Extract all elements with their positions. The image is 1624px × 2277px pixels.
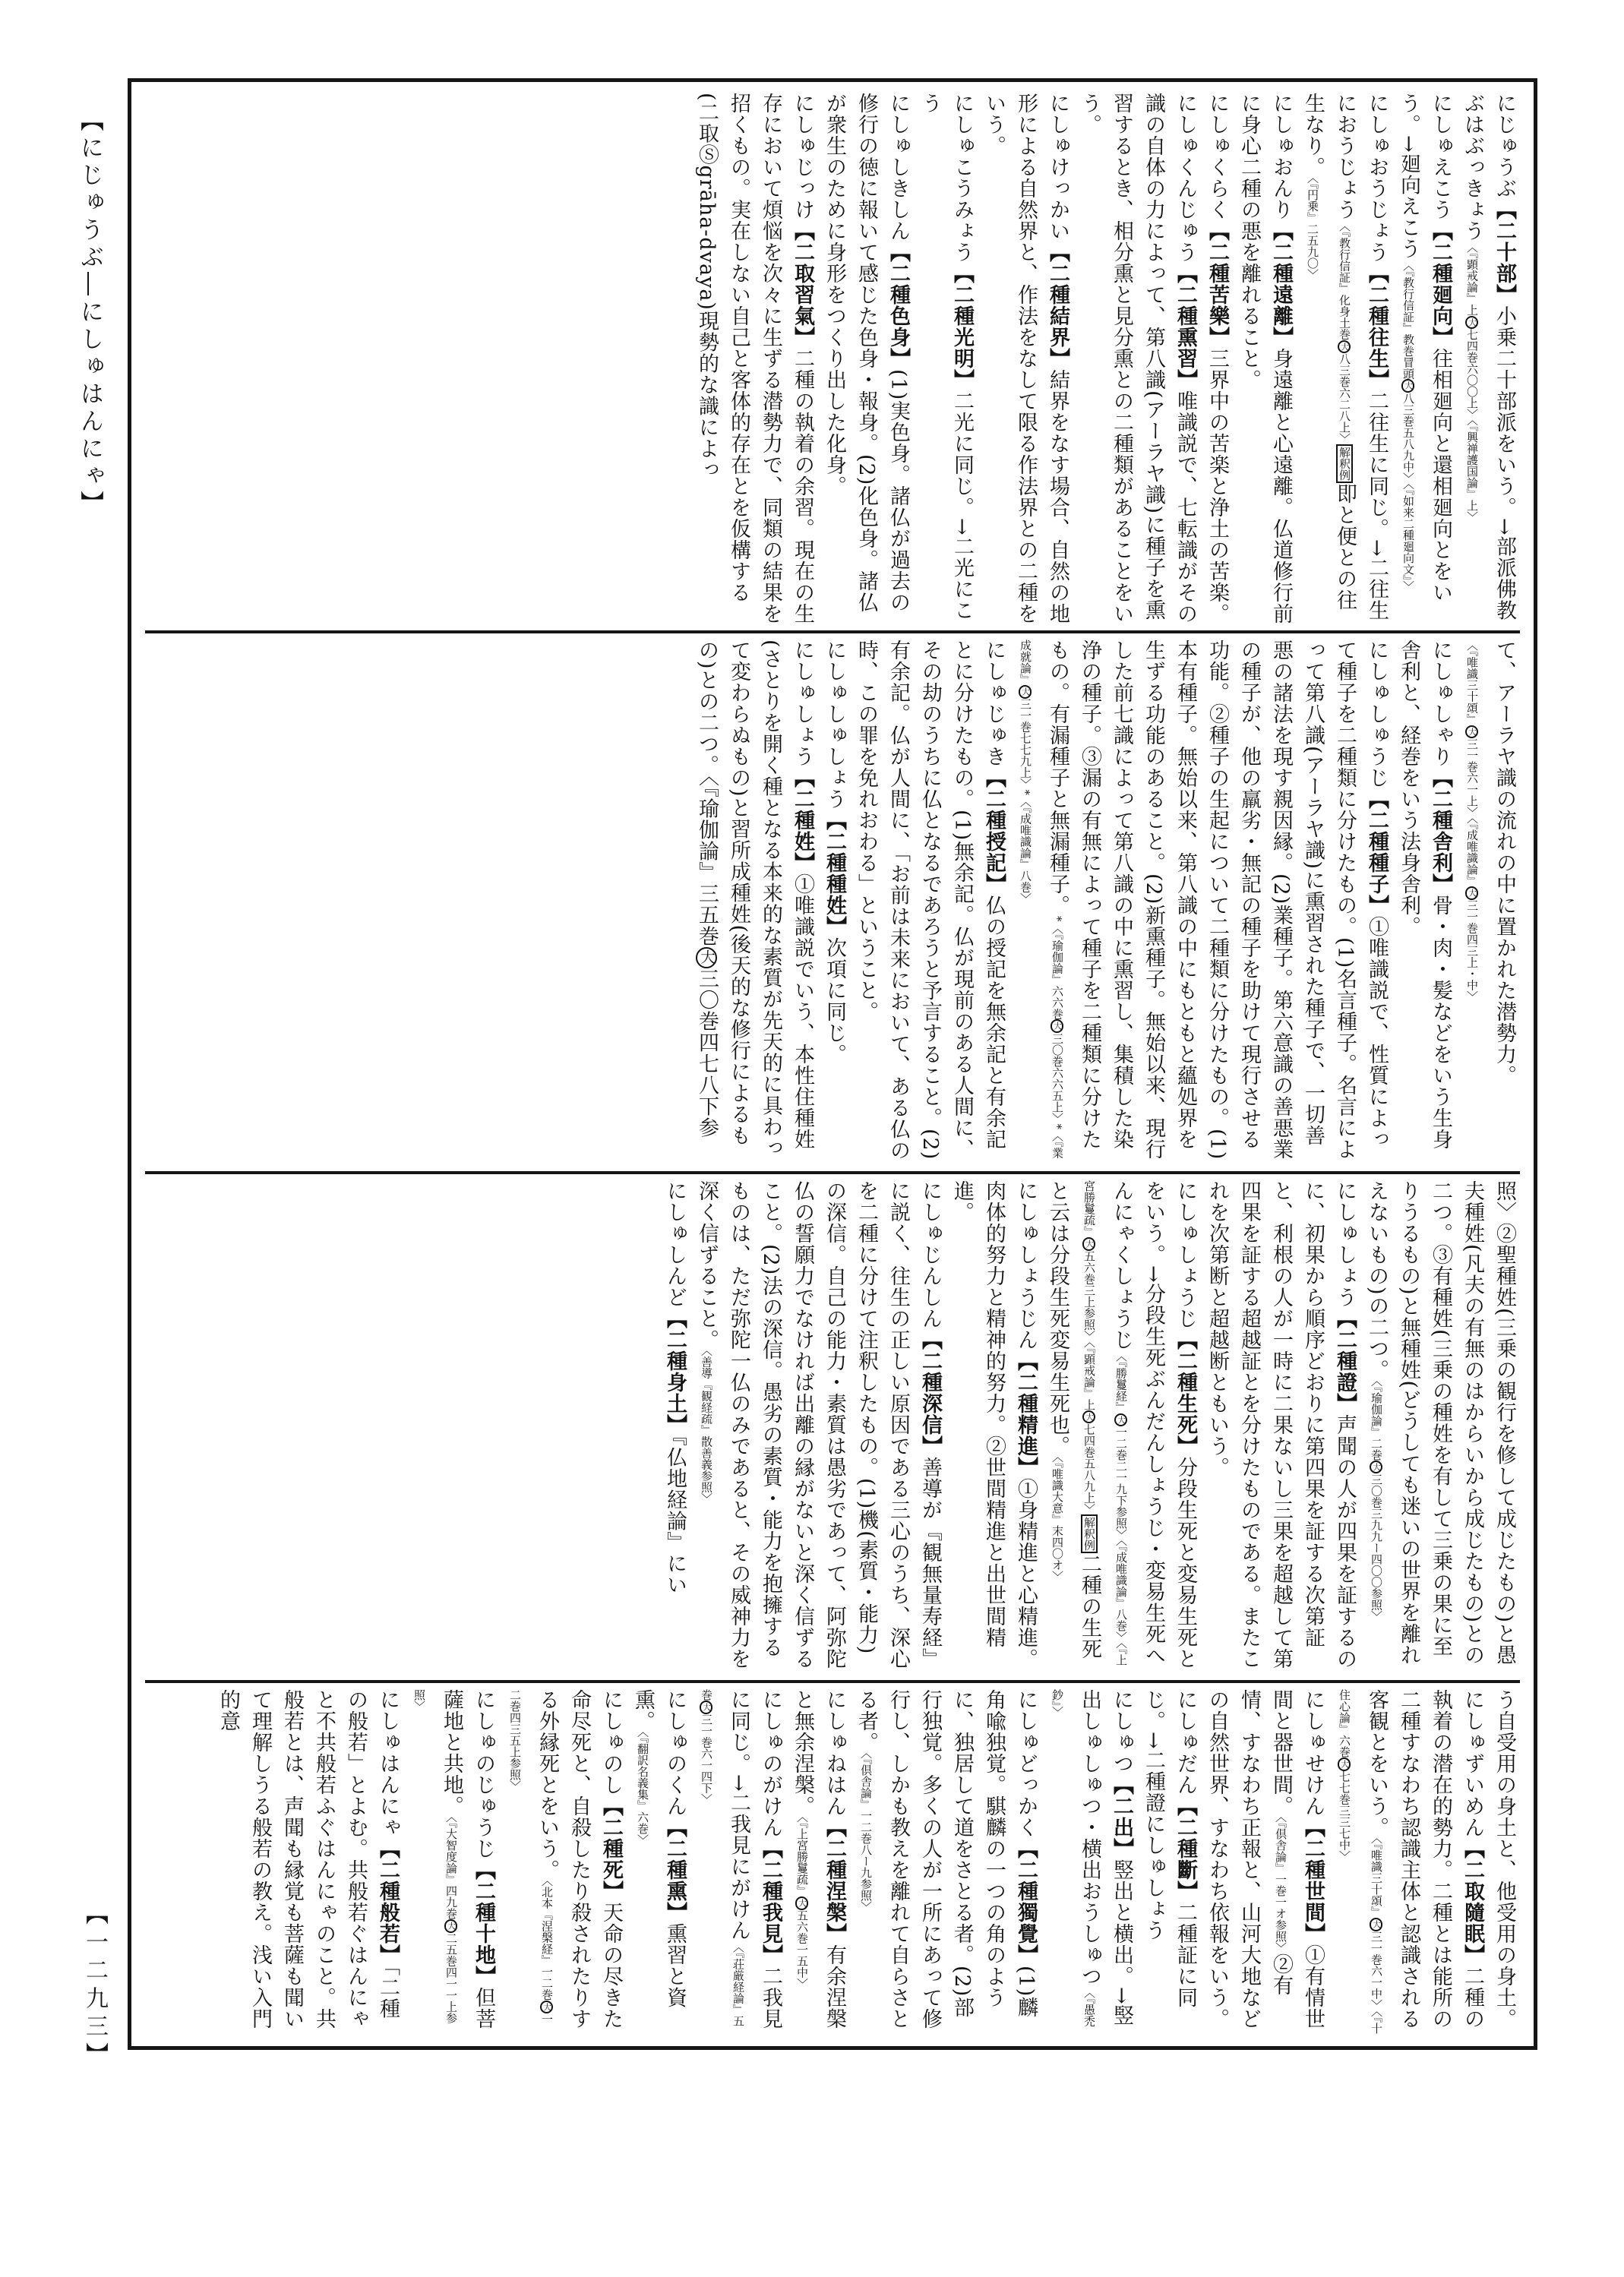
- taisho-canon-icon: 大: [1465, 725, 1479, 739]
- taisho-canon-icon: 大: [1370, 1918, 1383, 1931]
- entry-headword: 【二種涅槃】: [823, 1817, 846, 1944]
- dictionary-entry: [786, 1689, 850, 2035]
- citation: 〈『如来二種廻向文』〉: [1401, 483, 1415, 592]
- dictionary-entry: [1041, 1689, 1137, 2035]
- entry-headword: 【二種熏】: [663, 1817, 687, 1923]
- taisho-canon-icon: 大: [540, 2001, 554, 2014]
- entry-headword: 【二種身土】: [663, 1308, 687, 1435]
- entry-headword: 【二種斷】: [1174, 1795, 1197, 1902]
- dictionary-entry: [1201, 1689, 1329, 2035]
- citation: 〈『顕戒論』上大七四巻六〇〇上〉: [1465, 242, 1479, 420]
- entry-headword: 【二出】: [1110, 1774, 1133, 1859]
- dictionary-entry: [212, 1689, 403, 2035]
- dictionary-entry: [1456, 640, 1520, 1165]
- dictionary-entry: [1073, 93, 1201, 624]
- taisho-canon-icon: 大: [1338, 340, 1351, 354]
- entry-headword-kana: にじゅうぶ: [1493, 93, 1516, 199]
- entry-body: 但菩薩地と共地。〈『大智度論』四九巻大二五巻四一一上参照〉: [412, 1689, 495, 2029]
- citation: 〈『教行信証』化身土巻大八三巻六二八上〉: [1338, 220, 1351, 444]
- kaishakurei-label: 解釈例: [1336, 444, 1353, 483]
- entry-headword: 【二種世間】: [1301, 1817, 1325, 1944]
- taisho-canon-icon: 大: [1082, 1237, 1096, 1251]
- dictionary-entry: [499, 1689, 627, 2035]
- taisho-canon-icon: 大: [696, 947, 717, 968]
- taisho-canon-icon: 大: [444, 1919, 458, 1933]
- citation: 〈『翻訳名義集』六巻〉: [636, 1732, 649, 1846]
- entry-headword-kana: にしゅじっけ: [791, 93, 814, 220]
- dictionary-entry: [1233, 93, 1297, 624]
- citation: 〈善導『観経疏』散善義参照〉: [700, 1350, 713, 1505]
- entry-body: 声聞の人が四果を証するのに、初果から順序どおりに第四果を証する次第証と、利根の人が一時に二果ないし三果を超越して第四果を証する超越証とを分けたものである。またこれを次第断と超越断ともいう。: [1205, 1180, 1357, 1669]
- entry-headword: 【二種般若】: [376, 1838, 400, 1966]
- entry-headword: 【二種廻向】: [1429, 220, 1452, 348]
- entry-headword: 【二種十地】: [472, 1859, 495, 1987]
- dictionary-entry: [1488, 1689, 1520, 2035]
- entry-headword: 【二種授記】: [982, 767, 1006, 895]
- entry-body: ①唯識説で、性質によって種子を二種類に分けたもの。(1)名言種子。名言によって第八識(アーラヤ識)に熏習された種子で、一切善悪の諸法を現す親因縁。(2)業種子。第六意識の善悪業の種子が、他の羸劣・無記の種子を助けて現行させる功能。②種子の生起について二種類に分けたもの。(1)本有種子。無始以来、第八識の中にもともと蘊処界を生ずる功能のあること。(2)新熏種子。無始以来、現行した前七識によって第八識の中に熏習し、集積した染浄の種子。③漏の有無によって種子を二種類に分けたもの。有漏種子と無漏種子。*〈『瑜伽論』六六巻大三〇巻六六五上〉*〈『業成就論』大三一巻七七九上〉*〈『成唯識論』八巻〉: [1019, 640, 1389, 1161]
- entry-body: ①有情世間と器世間。〈『倶舎論』一巻一オ参照〉②有情、すなわち正報と、山河大地などの自然世界、すなわち依報をいう。: [1205, 1689, 1325, 2029]
- taisho-canon-icon: 大: [700, 1701, 713, 1714]
- entry-body: (1)実色身。諸仏が過去の修行の徳に報いて感じた色身・報身。(2)化色身。諸仏が衆生のために身形をつくり出した化身。: [823, 93, 910, 614]
- entry-body: 骨・肉・髪などをいう生身舎利と、経巻をいう法身舎利。: [1397, 640, 1452, 1150]
- dictionary-entry: [690, 1689, 786, 2035]
- entry-headword: 【二種熏習】: [1174, 263, 1197, 390]
- entry-body: て、アーラヤ識の流れの中に置かれた潜勢力。〈『唯識三十頌』大三一巻六一上〉〈『成唯識論』大三一巻四三上・中〉: [1465, 640, 1516, 1086]
- entry-headword-kana: にしゅせけん: [1301, 1689, 1325, 1817]
- entry-headword-kana: にしゅのじゅうじ: [472, 1689, 495, 1859]
- entry-body: 熏習と資熏。〈『翻訳名義集』六巻〉: [631, 1689, 687, 2008]
- entry-body: 二往生に同じ。→二往生におうじょう〈『教行信証』化身土巻大八三巻六二八上〉解釈例即と便との往生なり。〈『円乗』二五九〇〉: [1301, 93, 1389, 621]
- citation: 〈『唯識三十頌』大三一巻六一中〉: [1370, 1838, 1383, 2011]
- entry-headword-kana: にしゅしんど: [663, 1180, 687, 1308]
- taisho-canon-icon: 大: [1401, 379, 1415, 393]
- entry-headword: 【二種往生】: [1365, 263, 1389, 390]
- entry-headword: 【二種苦樂】: [1205, 220, 1229, 348]
- entry-headword-kana: にしゅおうじょう: [1365, 93, 1389, 263]
- entry-body: 三界中の苦楽と浄土の苦楽。: [1205, 348, 1229, 624]
- citation: 〈『円乗』二五九〇〉: [1306, 178, 1319, 280]
- citation: 〈『愚禿鈔』〉: [1051, 1689, 1096, 2027]
- entry-headword: 【二種獨覺】: [1014, 1838, 1038, 1966]
- dictionary-entry: [1360, 1180, 1520, 1674]
- entry-headword: 【二種結界】: [1046, 242, 1070, 369]
- entry-headword: 【二種光明】: [950, 263, 974, 390]
- entry-body: 天命の尽きた命尽死と、自殺したり殺されたりする外縁死とをいう。〈北本『涅槃経』一二巻大一二巻四三五上参照〉: [508, 1689, 623, 2029]
- entry-body: う自受用の身土と、他受用の身土。: [1493, 1689, 1516, 2029]
- entry-headword-kana: にしゅこうみょう: [950, 93, 974, 263]
- dictionary-entry: [850, 1689, 1041, 2035]
- citation: 〈『唯識大意』末四〇オ〉: [1051, 1457, 1064, 1582]
- dictionary-entry: [850, 640, 1009, 1165]
- dictionary-entry: [690, 640, 818, 1165]
- entry-headword: 【二種姓】: [791, 767, 814, 873]
- entry-body: (1)麟角喩独覚。騏麟の一つの角のように、独居して道をさとる者。(2)部行独覚。多くの人が一所にあって修行し、しかも教えを離れて自らさとる者。〈『倶舎論』一二巻八ー九参照〉: [855, 1689, 1038, 2029]
- dictionary-entry: [403, 1689, 499, 2035]
- dictionary-entry: [1009, 640, 1392, 1165]
- citation: 〈『教行信証』教巻冒頭大八三巻五八九中〉: [1401, 259, 1415, 484]
- taisho-canon-icon: 大: [1370, 1461, 1383, 1474]
- entry-headword-kana: にしゅしょうじん: [1014, 1180, 1038, 1350]
- entry-headword-kana: にしゅしょう: [791, 640, 814, 767]
- entry-headword-kana: にしゅしょう: [1333, 1180, 1357, 1308]
- entry-headword-kana: にしゅつ: [1110, 1689, 1133, 1774]
- entry-headword-kana: にしゅくらく: [1205, 93, 1229, 220]
- entry-headword-kana: にしゅしゃり: [1429, 640, 1452, 767]
- dictionary-entry: [1041, 1180, 1201, 1674]
- entry-headword: 【二種死】: [599, 1795, 623, 1902]
- text-band-1: [145, 93, 1520, 624]
- entry-headword-kana: にしゅえこう: [1429, 93, 1452, 220]
- entry-body: 分段生死と変易生死とをいう。→分段生死ぶんだんしょうじ・変易生死へんにゃくしょうじ〈『勝鬘経』大一二巻二一九下参照〉〈『成唯識論』八巻〉〈『上宮勝鬘疏』大五六巻三上参照〉〈『顕戒論』上大七四巻五八九上〉解釈例二種の生死と云は分段生死変易生死也。〈『唯識大意』末四〇オ〉: [1046, 1180, 1197, 1669]
- dictionary-entry: [818, 640, 850, 1165]
- dictionary-entry: [1137, 1689, 1201, 2035]
- citation: 〈北本『涅槃経』一二巻大一二巻四三五上参照〉: [508, 1689, 554, 2025]
- citation: 〈『倶舎論』一巻一オ参照〉: [1274, 1817, 1288, 1953]
- entry-headword-kana: にしゅじゅき: [982, 640, 1006, 767]
- dictionary-entry: [818, 93, 914, 624]
- entry-headword: 【二取隨眠】: [1461, 1838, 1484, 1966]
- entry-headword-kana: にしゅどっかく: [1014, 1689, 1038, 1838]
- taisho-canon-icon: 大: [1465, 886, 1479, 900]
- taisho-canon-icon: 大: [1051, 1019, 1064, 1033]
- text-band-4: [145, 1689, 1520, 2035]
- entry-headword: 【二種證】: [1333, 1308, 1357, 1414]
- entry-body: 二種の執着の潜在的勢力。二種とは能所の二種すなわち認識主体と認識される客観とをいう。〈『唯識三十頌』大三一巻六一中〉〈『十住心論』六巻大七七巻三三七中〉: [1338, 1689, 1484, 2034]
- citation: 〈『十住心論』六巻大七七巻三三七中〉: [1338, 1689, 1383, 2034]
- running-head: 【にじゅうぶ―にしゅはんにゃ】: [76, 108, 103, 518]
- text-band-3: [145, 1180, 1520, 1674]
- entry-headword-kana: にしゅしきしん: [886, 93, 910, 242]
- citation: 〈『成唯識論』大三一巻四三上・中〉: [1465, 818, 1479, 1003]
- citation: 〈『唯識三十頌』大三一巻六一上〉: [1465, 640, 1479, 818]
- entry-headword: 【二十部】: [1493, 199, 1516, 305]
- entry-headword: 【二種色身】: [886, 242, 910, 369]
- entry-headword: 【二種舎利】: [1429, 767, 1452, 895]
- entry-body: 照〉②聖種姓(三乗の観行を修して成じたもの)と愚夫種姓(凡夫の有無のはからいから成じたもの)との二つ。③有種姓(三乗の種姓を有して三乗の果に至りうるもの)と無種姓(どうしても迷いの世界を離れえないもの)の二つ。〈『瑜伽論』二巻大三〇巻三九九ー四〇〇参照〉: [1365, 1180, 1516, 1666]
- entry-headword: 【二種種子】: [1365, 788, 1389, 916]
- dictionary-entry: [1392, 93, 1456, 624]
- entry-body: 二光に同じ。→二光にこう: [918, 93, 974, 621]
- entry-headword: 【二取習氣】: [791, 220, 814, 348]
- entry-body: 有余涅槃と無余涅槃。〈『上宮勝鬘疏』大五六巻一五中〉: [791, 1689, 846, 2029]
- entry-body: ①身精進と心精進。肉体的努力と精神的努力。②世間精進と出世間精進。: [950, 1180, 1038, 1669]
- taisho-canon-icon: 大: [1082, 1410, 1096, 1424]
- citation: 〈『瑜伽論』二巻大三〇巻三九九ー四〇〇参照〉: [1370, 1380, 1383, 1622]
- citation: 〈『業成就論』大三一巻七七九上〉: [1019, 640, 1064, 1159]
- citation: 〈『上宮勝鬘疏』大五六巻一五中〉: [795, 1817, 809, 1990]
- entry-body: 二種証に同じ。→二種證にしゅしょう: [1142, 1689, 1197, 2008]
- asterisk-marker: *: [1051, 916, 1064, 923]
- dictionary-entry: [914, 93, 978, 624]
- entry-headword-kana: にしゅしゅしょう: [823, 640, 846, 810]
- entry-body: 「二種の般若」とよむ。共般若ぐはんにゃと不共般若ふぐはんにゃのこと。共般若とは、声聞も縁覚も菩薩も聞いて理解しうる般若の教え。浅い入門的意: [216, 1689, 400, 2029]
- entry-body: 結界をなす場合、自然の地形による自然界と、作法をなして限る作法界との二種をいう。: [982, 93, 1070, 624]
- band-divider-rule: [145, 630, 1520, 633]
- entry-headword-kana: にしゅねはん: [823, 1689, 846, 1817]
- entry-body: 次項に同じ。: [823, 937, 846, 1065]
- entry-headword: 【二種深信】: [918, 1329, 942, 1457]
- entry-headword-kana: にしゅくんじゅう: [1174, 93, 1197, 263]
- citation: 〈『興禅護国論』上〉: [1465, 420, 1479, 523]
- page-frame: [128, 78, 1537, 2050]
- citation: 〈『顕戒論』上大七四巻五八九上〉: [1082, 1341, 1096, 1514]
- entry-headword-kana: にしゅだん: [1174, 1689, 1197, 1795]
- entry-body: 二我見に同じ。→二我見にがけん〈『荘厳経論』五巻大三一巻六一四下〉: [700, 1689, 782, 2029]
- taisho-canon-icon: 大: [1465, 316, 1479, 330]
- entry-body: 竪出と横出。→竪出しゅしゅつ・横出おうしゅつ〈『愚禿鈔』〉: [1051, 1689, 1133, 2027]
- dictionary-entry: [1297, 93, 1392, 624]
- citation: 〈『大智度論』四九巻大二五巻四一一上参照〉: [412, 1689, 458, 2024]
- taisho-canon-icon: 大: [1338, 1757, 1351, 1771]
- taisho-canon-icon: 大: [1019, 685, 1032, 699]
- entry-headword: 【二種生死】: [1174, 1329, 1197, 1457]
- entry-body: 善導が『観無量寿経』に説く、往生の正しい原因である三心のうち、深心を二種に分けて注釈したもの。(1)機(素質・能力)の深信。自己の能力・素質は愚劣であって、阿弥陀仏の誓願力でなければ出離の縁がないと深く信ずること。(2)法の深信。愚劣の素質・能力を抱擁するものは、ただ弥陀一仏のみであると、その威神力を深く信ずること。〈善導『観経疏』散善義参照〉: [695, 1180, 942, 1669]
- entry-headword-kana: にしゅはんにゃ: [376, 1689, 400, 1838]
- band-divider-rule: [145, 1680, 1520, 1683]
- kaishakurei-label: 解釈例: [1081, 1514, 1098, 1553]
- entry-headword-kana: にしゅのがけん: [759, 1689, 782, 1838]
- dictionary-entry: [1456, 93, 1520, 624]
- entry-headword-kana: にしゅしょうじ: [1174, 1180, 1197, 1329]
- entry-body: 小乗二十部派をいう。→部派佛教ぶはぶっきょう〈『顕戒論』上大七四巻六〇〇上〉〈『興禅護国論』上〉: [1461, 93, 1516, 621]
- dictionary-entry: [690, 93, 818, 624]
- entry-body: 身遠離と心遠離。仏道修行前に身心二種の悪を離れること。: [1237, 93, 1293, 624]
- band-divider-rule: [145, 1171, 1520, 1174]
- entry-body: 『仏地経論』にい: [663, 1435, 687, 1596]
- citation: 〈『上宮勝鬘疏』大五六巻三上参照〉: [1082, 1180, 1128, 1666]
- dictionary-entry: [1329, 1689, 1488, 2035]
- entry-headword-kana: にしゅのし: [599, 1689, 623, 1795]
- entry-body: 唯識説で、七転識がその識の自体の力によって、第八識(アーラヤ識)に種子を熏習するとき、相分熏と見分熏との二種類があることをいう。: [1078, 93, 1197, 624]
- entry-headword-kana: にしゅずいめん: [1461, 1689, 1484, 1838]
- text-band-2: [145, 640, 1520, 1165]
- entry-body: 仏の授記を無余記と有余記とに分けたもの。(1)無余記。仏が現前のある人間に、その劫のうちに仏となるであろうと予言すること。(2)有余記。仏が人間に、「お前は未来において、ある仏の時、この罪を免れおわる」ということ。: [855, 640, 1006, 1161]
- dictionary-entry: [946, 1180, 1041, 1674]
- dictionary-entry: [1201, 1180, 1360, 1674]
- dictionary-entry: [1392, 640, 1456, 1165]
- citation: 〈『成唯識論』八巻〉: [1019, 796, 1032, 905]
- taisho-canon-icon: 大: [795, 1896, 809, 1910]
- asterisk-marker: *: [1019, 789, 1032, 796]
- citation: 〈『成唯識論』八巻〉: [1114, 1540, 1128, 1643]
- citation: 〈『勝鬘経』大一二巻二一九下参照〉: [1114, 1350, 1128, 1540]
- dictionary-entry: [690, 1180, 946, 1674]
- entry-headword: 【二種精進】: [1014, 1350, 1038, 1478]
- dictionary-entry: [1201, 93, 1233, 624]
- citation: 〈『倶舎論』一二巻八ー九参照〉: [859, 1753, 873, 1912]
- citation: 〈『荘厳経論』五巻大三一巻六一四下〉: [700, 1689, 745, 2027]
- taisho-canon-icon: 大: [1114, 1413, 1128, 1427]
- entry-headword: 【二種種姓】: [823, 810, 846, 937]
- entry-body: 往相廻向と還相廻向とをいう。→廻向えこう〈『教行信証』教巻冒頭大八三巻五八九中〉〈『如来二種廻向文』〉: [1397, 93, 1452, 603]
- entry-headword-kana: にしゅけっかい: [1046, 93, 1070, 242]
- dictionary-entry: [659, 1180, 690, 1674]
- entry-headword: 【二種遠離】: [1269, 220, 1293, 348]
- entry-headword-kana: にしゅしゅうじ: [1365, 640, 1389, 788]
- entry-headword-kana: にしゅのくん: [663, 1689, 687, 1817]
- entry-body: 二種の執着の余習。現在の生存において煩悩を次々に生ずる潜勢力で、同類の結果を招くもの。実在しない自己と客体的存在とを仮構する(二取Ⓢgrāha-dvaya)現勢的な識によっ: [695, 93, 814, 624]
- dictionary-entry: [627, 1689, 690, 2035]
- asterisk-marker: *: [1051, 1123, 1064, 1130]
- entry-headword-kana: にしゅおんり: [1269, 93, 1293, 220]
- entry-headword-kana: にしゅじんしん: [918, 1180, 942, 1329]
- entry-headword: 【二種我見】: [759, 1838, 782, 1966]
- entry-body: ①唯識説でいう、本性住種姓(さとりを開く種となる本来的な素質が先天的に具わって変わらぬもの)と習所成種姓(後天的な修行によるもの)との二つ。〈『瑜伽論』三五巻大三〇巻四七八下参: [695, 640, 814, 1159]
- dictionary-entry: [978, 93, 1073, 624]
- page-number: 【一二九三】: [81, 1902, 108, 2070]
- citation: 〈『瑜伽論』六六巻大三〇巻六六五上〉: [1051, 922, 1064, 1124]
